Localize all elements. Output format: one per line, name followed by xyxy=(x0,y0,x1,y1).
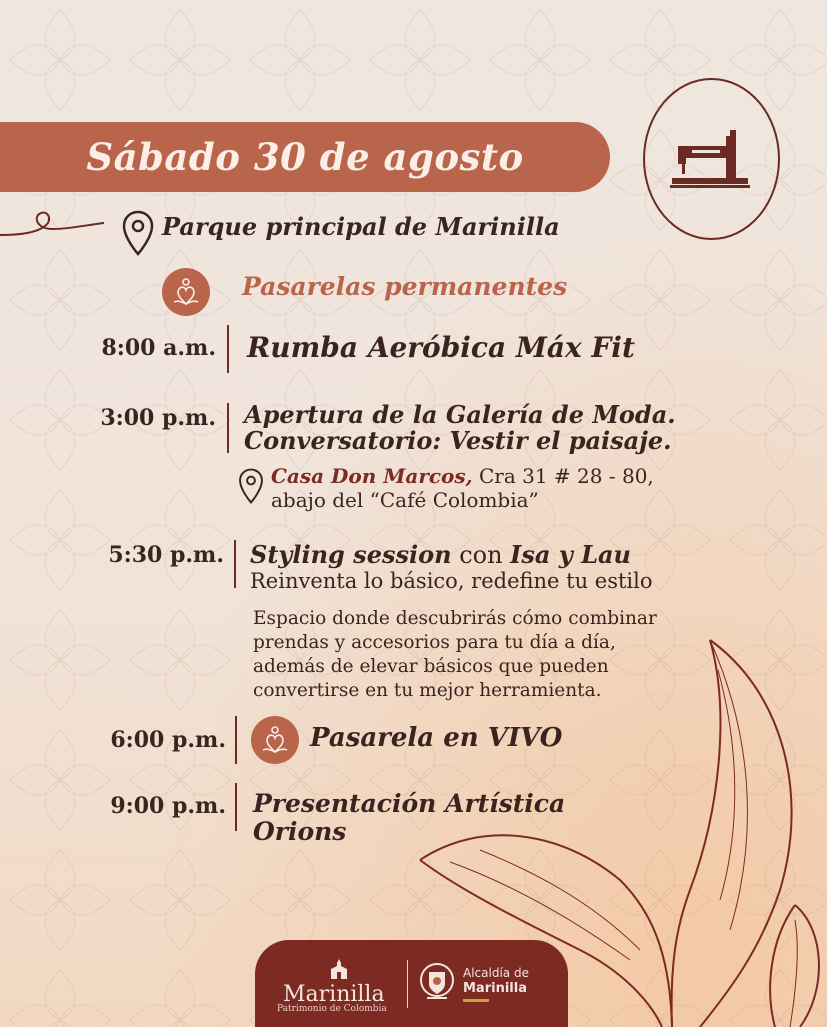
church-icon xyxy=(328,958,350,980)
location-line1 xyxy=(271,464,654,488)
divider-line xyxy=(227,325,229,373)
activity-gallery: Apertura de la Galería de Moda. xyxy=(244,400,676,429)
desc-line: prendas y accesorios para tu día a día, xyxy=(253,632,616,653)
sewing-machine-badge xyxy=(643,78,780,240)
location-pin-icon xyxy=(122,210,154,256)
location-pin-icon xyxy=(238,468,264,504)
styling-con: con xyxy=(451,541,511,569)
footer-logos xyxy=(255,940,568,1027)
desc-line: convertirse en tu mejor herramienta. xyxy=(253,680,602,701)
meditation-badge xyxy=(251,716,299,764)
footer-divider xyxy=(407,960,408,1008)
permanent-label: Pasarelas permanentes xyxy=(242,272,568,301)
decorative-swirl xyxy=(0,203,110,243)
brand-tagline: Patrimonio de Colombia xyxy=(277,1004,387,1014)
office-line1: Alcaldía de xyxy=(463,966,529,980)
styling-subtitle: Reinventa lo básico, redefine tu estilo xyxy=(250,569,653,593)
location-line2: abajo del “Café Colombia” xyxy=(271,488,539,512)
activity-runway: Pasarela en VIVO xyxy=(310,723,563,753)
meditation-heart-icon xyxy=(259,724,291,756)
time-2100: 9:00 p.m. xyxy=(110,793,226,819)
sewing-machine-icon xyxy=(670,124,754,194)
venue-name: Parque principal de Marinilla xyxy=(162,212,560,241)
styling-hosts: Isa y Lau xyxy=(510,540,631,569)
date-banner xyxy=(0,122,610,192)
meditation-badge xyxy=(162,268,210,316)
activity-talk: Conversatorio: Vestir el paisaje. xyxy=(244,426,672,455)
location-name: Casa Don Marcos, xyxy=(271,464,473,488)
location-address: Cra 31 # 28 - 80, xyxy=(472,464,654,488)
divider-line xyxy=(234,540,236,588)
time-1730: 5:30 p.m. xyxy=(108,542,224,568)
time-0800: 8:00 a.m. xyxy=(101,335,216,361)
divider-line xyxy=(235,783,237,831)
styling-title: Styling session xyxy=(250,540,452,569)
activity-styling xyxy=(250,540,631,569)
activity-show: Presentación Artística xyxy=(253,789,566,818)
time-1500: 3:00 p.m. xyxy=(100,405,216,431)
divider-line xyxy=(235,716,237,764)
activity-orions: Orions xyxy=(253,817,347,846)
time-1800: 6:00 p.m. xyxy=(110,727,226,753)
seal-icon xyxy=(419,960,455,1004)
desc-line: además de elevar básicos que pueden xyxy=(253,656,609,677)
meditation-heart-icon xyxy=(170,276,202,308)
divider-line xyxy=(227,403,229,453)
office-line2: Marinilla xyxy=(463,981,527,996)
brand-marinilla: Marinilla xyxy=(283,982,385,1007)
event-date: Sábado 30 de agosto xyxy=(86,135,524,179)
activity-rumba: Rumba Aeróbica Máx Fit xyxy=(247,331,635,364)
flag-stripe xyxy=(463,999,489,1002)
desc-line: Espacio donde descubrirás cómo combinar xyxy=(253,608,657,629)
